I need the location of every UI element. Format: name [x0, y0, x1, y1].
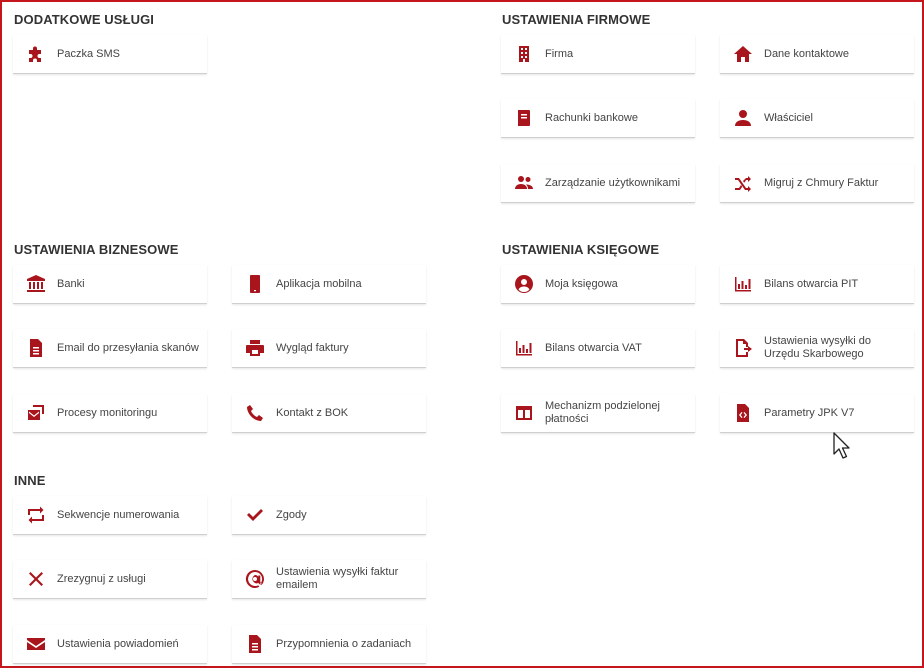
puzzle-icon [25, 43, 47, 65]
tile-label: Przypomnienia o zadaniach [276, 637, 412, 650]
tile-label: Wygląd faktury [276, 341, 349, 354]
tile-label: Zarządzanie użytkownikami [545, 176, 681, 189]
phone-icon [244, 402, 266, 424]
section-title-ustawienia-biznesowe: USTAWIENIA BIZNESOWE [14, 242, 179, 257]
columns-icon [513, 402, 535, 424]
tile-rachunki-bankowe[interactable] [501, 99, 695, 138]
section-title-inne: INNE [14, 473, 46, 488]
tile-label: Migruj z Chmury Faktur [764, 176, 879, 189]
tile-przypomnienia[interactable] [232, 625, 426, 664]
tile-label: Procesy monitoringu [57, 406, 158, 419]
tile-label: Paczka SMS [57, 47, 120, 60]
tile-label: Dane kontaktowe [764, 47, 849, 60]
tile-dane-kontaktowe[interactable] [720, 35, 914, 74]
tile-label: Kontakt z BOK [276, 406, 349, 419]
tile-label: Ustawienia wysyłki do Urzędu Skarbowego [764, 335, 871, 360]
mobile-phone-icon [244, 273, 266, 295]
tile-moja-ksiegowa[interactable] [501, 265, 695, 304]
tile-label: Właściciel [764, 111, 813, 124]
tile-wyglad-faktury[interactable] [232, 329, 426, 368]
tile-label: Ustawienia powiadomień [57, 637, 179, 650]
home-icon [732, 43, 754, 65]
tile-label: Zgody [276, 508, 307, 521]
bar-chart-icon [732, 273, 754, 295]
tile-label: Zrezygnuj z usługi [57, 572, 146, 585]
tile-bilans-pit[interactable] [720, 265, 914, 304]
tile-sekwencje-numerowania[interactable] [13, 496, 207, 535]
section-title-ustawienia-ksiegowe: USTAWIENIA KSIĘGOWE [502, 242, 660, 257]
tile-zgody[interactable] [232, 496, 426, 535]
tile-firma[interactable] [501, 35, 695, 74]
tile-wysylka-faktur[interactable] [232, 560, 426, 599]
envelope-icon [25, 633, 47, 655]
bank-icon [25, 273, 47, 295]
tile-mechanizm-podzielonej-platnosci[interactable] [501, 394, 695, 433]
file-export-icon [732, 337, 754, 359]
section-title-dodatkowe-uslugi: DODATKOWE USŁUGI [14, 12, 155, 27]
user-icon [732, 107, 754, 129]
tile-label: Rachunki bankowe [545, 111, 638, 124]
tile-zrezygnuj[interactable] [13, 560, 207, 599]
mouse-cursor-icon [833, 432, 853, 460]
tile-label: Mechanizm podzielonej płatności [545, 400, 660, 425]
at-sign-icon [244, 568, 266, 590]
document-icon [25, 337, 47, 359]
document-icon [244, 633, 266, 655]
checkmark-icon [244, 504, 266, 526]
close-icon [25, 568, 47, 590]
tile-migruj[interactable] [720, 164, 914, 203]
tile-label: Email do przesyłania skanów [57, 341, 199, 354]
tile-label: Bilans otwarcia PIT [764, 277, 859, 290]
tile-ustawienia-powiadomien[interactable] [13, 625, 207, 664]
tile-wlasciciel[interactable] [720, 99, 914, 138]
tile-label: Bilans otwarcia VAT [545, 341, 642, 354]
tile-bilans-vat[interactable] [501, 329, 695, 368]
users-icon [513, 172, 535, 194]
tile-label: Banki [57, 277, 85, 290]
tile-label: Ustawienia wysyłki faktur emailem [276, 566, 399, 591]
tile-parametry-jpk[interactable] [720, 394, 914, 433]
user-circle-icon [513, 273, 535, 295]
tile-label: Aplikacja mobilna [276, 277, 362, 290]
section-title-ustawienia-firmowe: USTAWIENIA FIRMOWE [502, 12, 651, 27]
tile-paczka-sms[interactable] [13, 35, 207, 74]
retweet-icon [25, 504, 47, 526]
tile-procesy-monitoringu[interactable] [13, 394, 207, 433]
building-icon [513, 43, 535, 65]
shuffle-icon [732, 172, 754, 194]
tile-label: Sekwencje numerowania [57, 508, 180, 521]
tile-wysylka-us[interactable] [720, 329, 914, 368]
tile-aplikacja-mobilna[interactable] [232, 265, 426, 304]
bar-chart-icon [513, 337, 535, 359]
monitoring-envelope-icon [25, 402, 47, 424]
book-icon [513, 107, 535, 129]
file-code-icon [732, 402, 754, 424]
tile-banki[interactable] [13, 265, 207, 304]
tile-label: Moja księgowa [545, 277, 618, 290]
tile-label: Parametry JPK V7 [764, 406, 855, 419]
tile-email-skany[interactable] [13, 329, 207, 368]
printer-icon [244, 337, 266, 359]
tile-label: Firma [545, 47, 574, 60]
tile-zarzadzanie-uzytkownikami[interactable] [501, 164, 695, 203]
tile-kontakt-bok[interactable] [232, 394, 426, 433]
